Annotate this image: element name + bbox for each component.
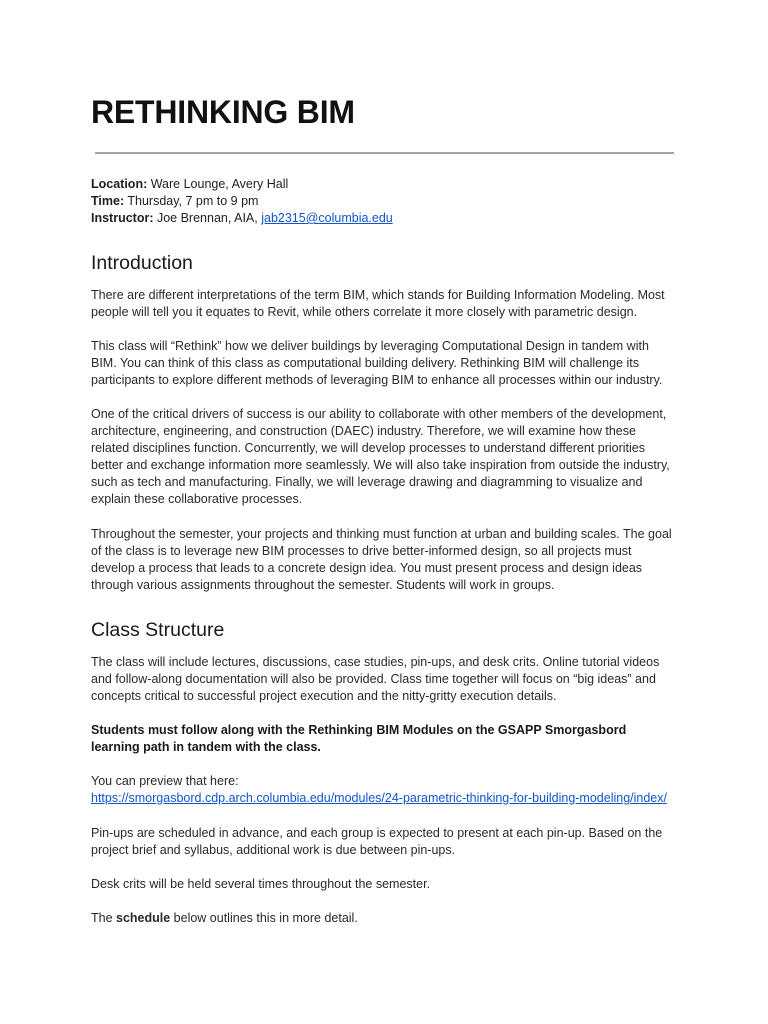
paragraph-line: Desk crits will be held several times throughout the semester. xyxy=(91,877,431,891)
schedule-bold: schedule xyxy=(116,911,171,925)
smorgasbord-link[interactable]: https://smorgasbord.cdp.arch.columbia.edu/modules/24-parametric-thinking-for-building-modeling/index/ xyxy=(91,791,667,805)
paragraph-line: and follow-along documentation will also be provided. Class time together will focus on “big ideas” and xyxy=(91,672,656,686)
intro-paragraph-1 xyxy=(91,287,677,321)
structure-paragraph-bold xyxy=(91,722,677,756)
structure-paragraph-1 xyxy=(91,654,677,705)
time-value: Thursday, 7 pm to 9 pm xyxy=(124,194,259,208)
paragraph-line: related disciplines function. Concurrently, we will develop processes to understand different priorities xyxy=(91,441,645,455)
paragraph-line: Pin-ups are scheduled in advance, and each group is expected to present at each pin-up. Based on the xyxy=(91,826,663,840)
location-value: Ware Lounge, Avery Hall xyxy=(147,177,289,191)
instructor-row xyxy=(91,210,393,227)
instructor-label: Instructor: xyxy=(91,211,154,225)
paragraph-line: through various assignments throughout the semester. Students will work in groups. xyxy=(91,578,555,592)
intro-paragraph-4 xyxy=(91,526,677,594)
paragraph-line: of the class is to leverage new BIM processes to drive better-informed design, so all projects must xyxy=(91,544,632,558)
paragraph-line: project brief and syllabus, additional work is due between pin-ups. xyxy=(91,843,456,857)
paragraph-line: learning path in tandem with the class. xyxy=(91,740,321,754)
paragraph-line: better and exchange information more seamlessly. We will also take inspiration from outside the industry, xyxy=(91,458,670,472)
paragraph-line xyxy=(91,910,677,927)
class-structure-heading: Class Structure xyxy=(91,619,225,641)
schedule-text-before: The xyxy=(91,911,117,925)
intro-paragraph-2 xyxy=(91,338,677,389)
paragraph-line: Students must follow along with the Rethinking BIM Modules on the GSAPP Smorgasbord xyxy=(91,723,627,737)
instructor-value: Joe Brennan, AIA, xyxy=(153,211,262,225)
paragraph-line: people will tell you it equates to Revit, while others correlate it more closely with parametric design. xyxy=(91,305,638,319)
paragraph-line: architecture, engineering, and construction (DAEC) industry. Therefore, we will examine how these xyxy=(91,424,636,438)
schedule-text-after: below outlines this in more detail. xyxy=(170,911,358,925)
structure-paragraph-schedule xyxy=(91,910,677,927)
paragraph-line: concepts critical to successful project execution and the nitty-gritty execution details. xyxy=(91,689,557,703)
paragraph-line xyxy=(91,790,677,807)
paragraph-line: participants to explore different methods of leveraging BIM to enhance all processes within our industry. xyxy=(91,373,663,387)
document-title: RETHINKING BIM xyxy=(91,94,355,130)
title-divider xyxy=(95,152,674,154)
instructor-email-link[interactable]: jab2315@columbia.edu xyxy=(261,211,393,225)
paragraph-line: develop a process that leads to a concrete design idea. You must present process and design ideas xyxy=(91,561,643,575)
time-label: Time: xyxy=(91,194,125,208)
time-row xyxy=(91,193,393,210)
paragraph-line: explain these collaborative processes. xyxy=(91,492,303,506)
location-row xyxy=(91,176,393,193)
paragraph-line: such as tech and manufacturing. Finally, we will leverage drawing and diagramming to visualize and xyxy=(91,475,643,489)
paragraph-line: Throughout the semester, your projects and thinking must function at urban and building scales. The goal xyxy=(91,527,672,541)
paragraph-line: This class will “Rethink” how we deliver buildings by leveraging Computational Design in tandem with xyxy=(91,339,649,353)
course-meta xyxy=(91,176,393,227)
structure-paragraph-desk-crits xyxy=(91,876,677,893)
paragraph-line: There are different interpretations of the term BIM, which stands for Building Information Modeling. Most xyxy=(91,288,665,302)
paragraph-line: The class will include lectures, discussions, case studies, pin-ups, and desk crits. Online tutorial videos xyxy=(91,655,660,669)
paragraph-line: You can preview that here: xyxy=(91,774,239,788)
structure-paragraph-preview xyxy=(91,773,677,807)
structure-paragraph-pinups xyxy=(91,825,677,859)
location-label: Location: xyxy=(91,177,148,191)
introduction-heading: Introduction xyxy=(91,252,193,274)
intro-paragraph-3 xyxy=(91,406,677,508)
paragraph-line: BIM. You can think of this class as computational building delivery. Rethinking BIM will challenge its xyxy=(91,356,639,370)
paragraph-line: One of the critical drivers of success is our ability to collaborate with other members of the development, xyxy=(91,407,667,421)
